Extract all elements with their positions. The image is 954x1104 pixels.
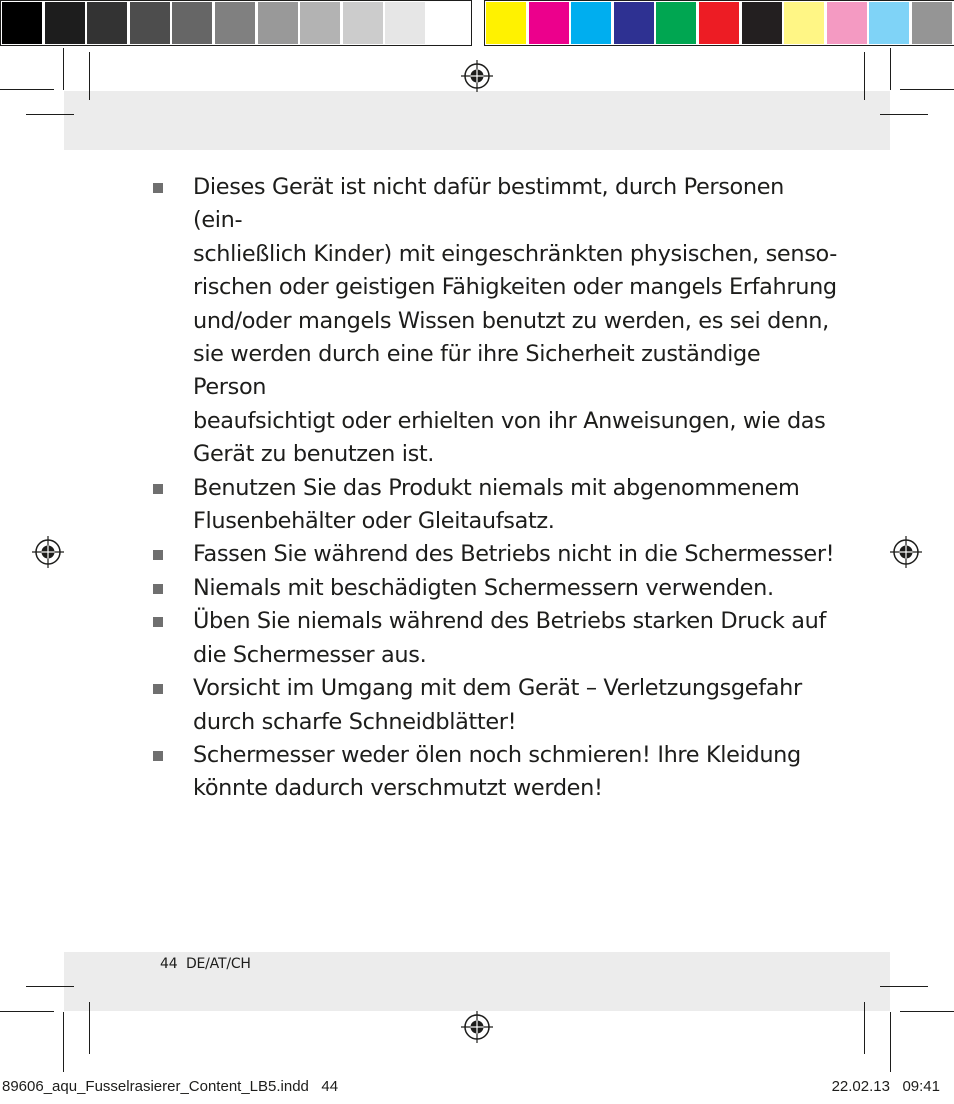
color-swatch <box>827 2 867 44</box>
square-bullet-icon <box>153 617 163 627</box>
square-bullet-icon <box>153 183 163 193</box>
color-swatch <box>656 2 696 44</box>
color-swatch <box>869 2 909 44</box>
color-swatch <box>742 2 782 44</box>
color-swatch <box>45 2 85 44</box>
color-swatch <box>614 2 654 44</box>
header-band <box>64 91 890 150</box>
list-item: Vorsicht im Umgang mit dem Gerät – Verletzungsgefahr durch scharfe Schneidblätter! <box>148 672 838 739</box>
registration-mark-icon <box>890 536 922 568</box>
color-swatch <box>784 2 824 44</box>
list-item: Schermesser weder ölen noch schmieren! Ihre Kleidung könnte dadurch verschmutzt werden! <box>148 739 838 806</box>
color-swatch <box>912 2 952 44</box>
list-item: Benutzen Sie das Produkt niemals mit abgenommenem Flusenbehälter oder Gleitaufsatz. <box>148 472 838 539</box>
registration-mark-icon <box>461 60 493 92</box>
list-item: Niemals mit beschädigten Schermessern verwenden. <box>148 572 838 605</box>
color-swatch <box>486 2 526 44</box>
list-item: Dieses Gerät ist nicht dafür bestimmt, durch Personen (ein- schließlich Kinder) mit eingeschränkten physischen, senso- rischen oder geistigen Fähigkeiten oder mangels Erfahrung und/oder mangels Wissen benutzt zu werden, es sei denn, sie werden durch eine für ihre Sicherheit zuständige Person beaufsichtigt oder erhielten von ihr Anweisungen, wie das Gerät zu benutzen ist. <box>148 171 838 472</box>
region-label: DE/AT/CH <box>185 956 251 972</box>
square-bullet-icon <box>153 684 163 694</box>
list-item: Üben Sie niemals während des Betriebs starken Druck auf die Schermesser aus. <box>148 605 838 672</box>
safety-instructions-list <box>148 171 838 806</box>
list-item: Fassen Sie während des Betriebs nicht in die Schermesser! <box>148 538 838 571</box>
color-swatch <box>130 2 170 44</box>
color-swatch <box>385 2 425 44</box>
color-swatch <box>699 2 739 44</box>
square-bullet-icon <box>153 584 163 594</box>
page-number: 44 <box>160 956 178 972</box>
registration-mark-icon <box>32 536 64 568</box>
registration-mark-icon <box>461 1011 493 1043</box>
square-bullet-icon <box>153 484 163 494</box>
color-swatch <box>215 2 255 44</box>
square-bullet-icon <box>153 550 163 560</box>
color-swatch <box>172 2 212 44</box>
page-footer <box>160 956 251 972</box>
slug-datetime: 22.02.13 09:41 <box>831 1078 940 1095</box>
color-swatch <box>2 2 42 44</box>
color-swatch <box>529 2 569 44</box>
color-swatch <box>300 2 340 44</box>
color-swatch <box>258 2 298 44</box>
color-swatch <box>428 2 468 44</box>
square-bullet-icon <box>153 751 163 761</box>
color-swatch <box>87 2 127 44</box>
color-swatch <box>343 2 383 44</box>
slug-filename: 89606_aqu_Fusselrasierer_Content_LB5.indd 44 <box>2 1078 339 1095</box>
color-swatch <box>571 2 611 44</box>
